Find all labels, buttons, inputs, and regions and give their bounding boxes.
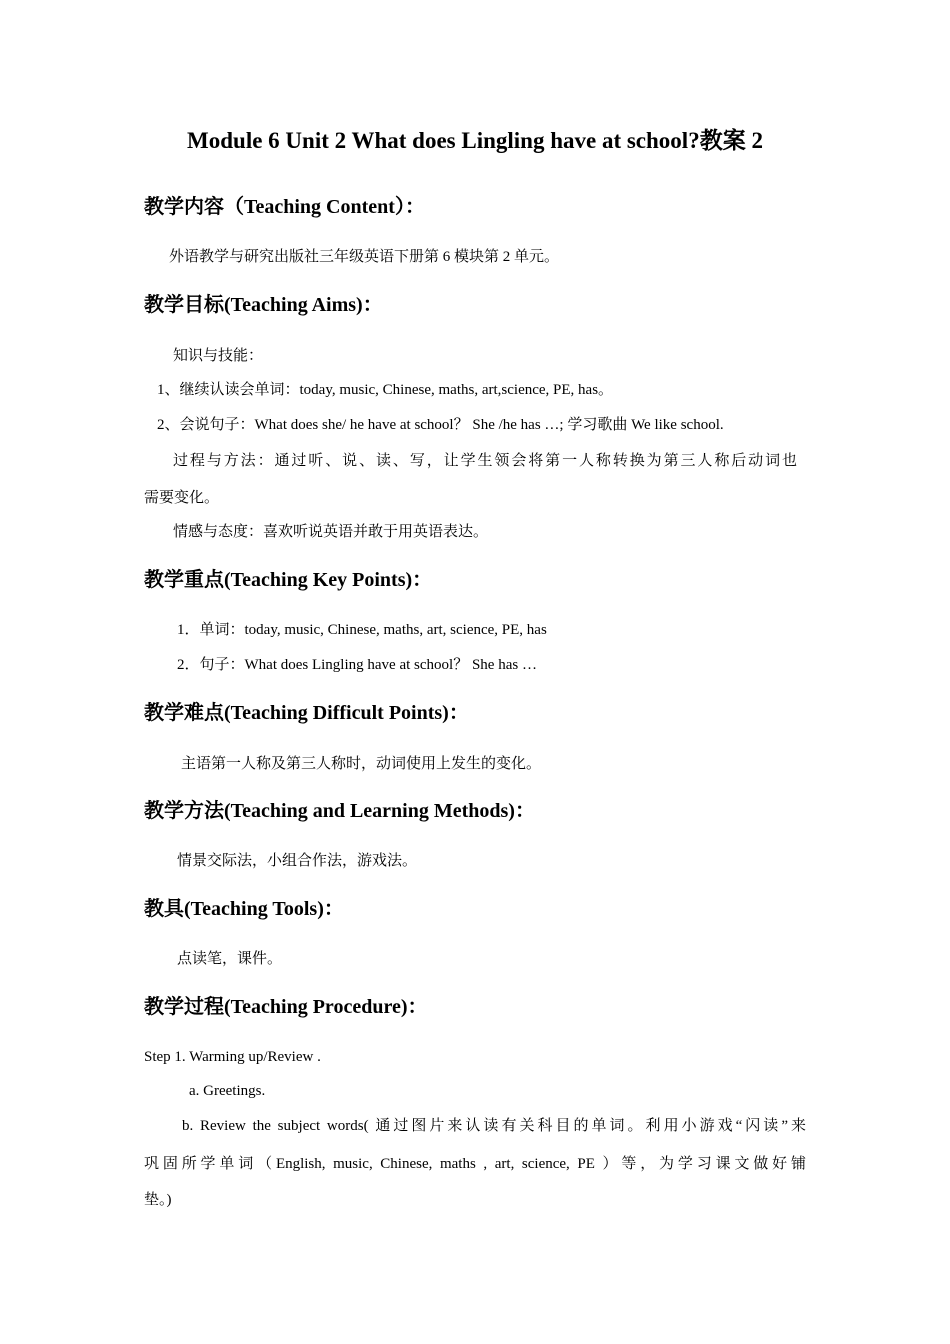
procedure-step-1-b-line-1: b. Review the subject words( 通过图片来认读有关科目的单词。利用小游戏“闪读”来 xyxy=(182,1118,806,1134)
difficult-points-text: 主语第一人称及第三人称时，动词使用上发生的变化。 xyxy=(181,756,542,772)
teaching-content-text: 外语教学与研究出版社三年级英语下册第 6 模块第 2 单元。 xyxy=(169,249,560,265)
section-heading-tools: 教具(Teaching Tools)： xyxy=(144,898,344,920)
section-heading-methods: 教学方法(Teaching and Learning Methods)： xyxy=(144,800,535,822)
tools-text: 点读笔，课件。 xyxy=(177,951,283,967)
section-heading-teaching-content: 教学内容（Teaching Content）： xyxy=(144,196,425,218)
section-heading-procedure: 教学过程(Teaching Procedure)： xyxy=(144,996,428,1018)
process-methods-line-1: 过程与方法：通过听、说、读、写，让学生领会将第一人称转换为第三人称后动词也 xyxy=(173,453,797,469)
knowledge-skills-label: 知识与技能： xyxy=(173,348,264,364)
section-heading-difficult-points: 教学难点(Teaching Difficult Points)： xyxy=(144,702,469,724)
procedure-step-1-a: a. Greetings. xyxy=(189,1083,266,1099)
emotion-attitude-text: 情感与态度：喜欢听说英语并敢于用英语表达。 xyxy=(173,524,489,540)
document-title: Module 6 Unit 2 What does Lingling have at school?教案 2 xyxy=(187,128,763,153)
key-points-item-2: 2．句子：What does Lingling have at school？ She has … xyxy=(177,657,537,673)
key-points-item-1: 1．单词：today, music, Chinese, maths, art, science, PE, has xyxy=(177,622,547,638)
aims-item-1: 1、继续认读会单词：today, music, Chinese, maths, art,science, PE, has。 xyxy=(157,382,614,398)
methods-text: 情景交际法，小组合作法，游戏法。 xyxy=(177,853,418,869)
procedure-step-1-b-line-2: 巩固所学单词（English, music, Chinese, maths , art, science, PE ）等，为学习课文做好铺 xyxy=(144,1156,806,1172)
process-methods-line-2: 需要变化。 xyxy=(144,490,220,506)
procedure-step-1: Step 1. Warming up/Review . xyxy=(144,1049,321,1065)
procedure-step-1-b-line-3: 垫。) xyxy=(144,1192,172,1208)
section-heading-key-points: 教学重点(Teaching Key Points)： xyxy=(144,569,433,591)
section-heading-teaching-aims: 教学目标(Teaching Aims)： xyxy=(144,294,383,316)
aims-item-2: 2、会说句子：What does she/ he have at school？ She /he has …; 学习歌曲 We like school. xyxy=(157,417,724,433)
